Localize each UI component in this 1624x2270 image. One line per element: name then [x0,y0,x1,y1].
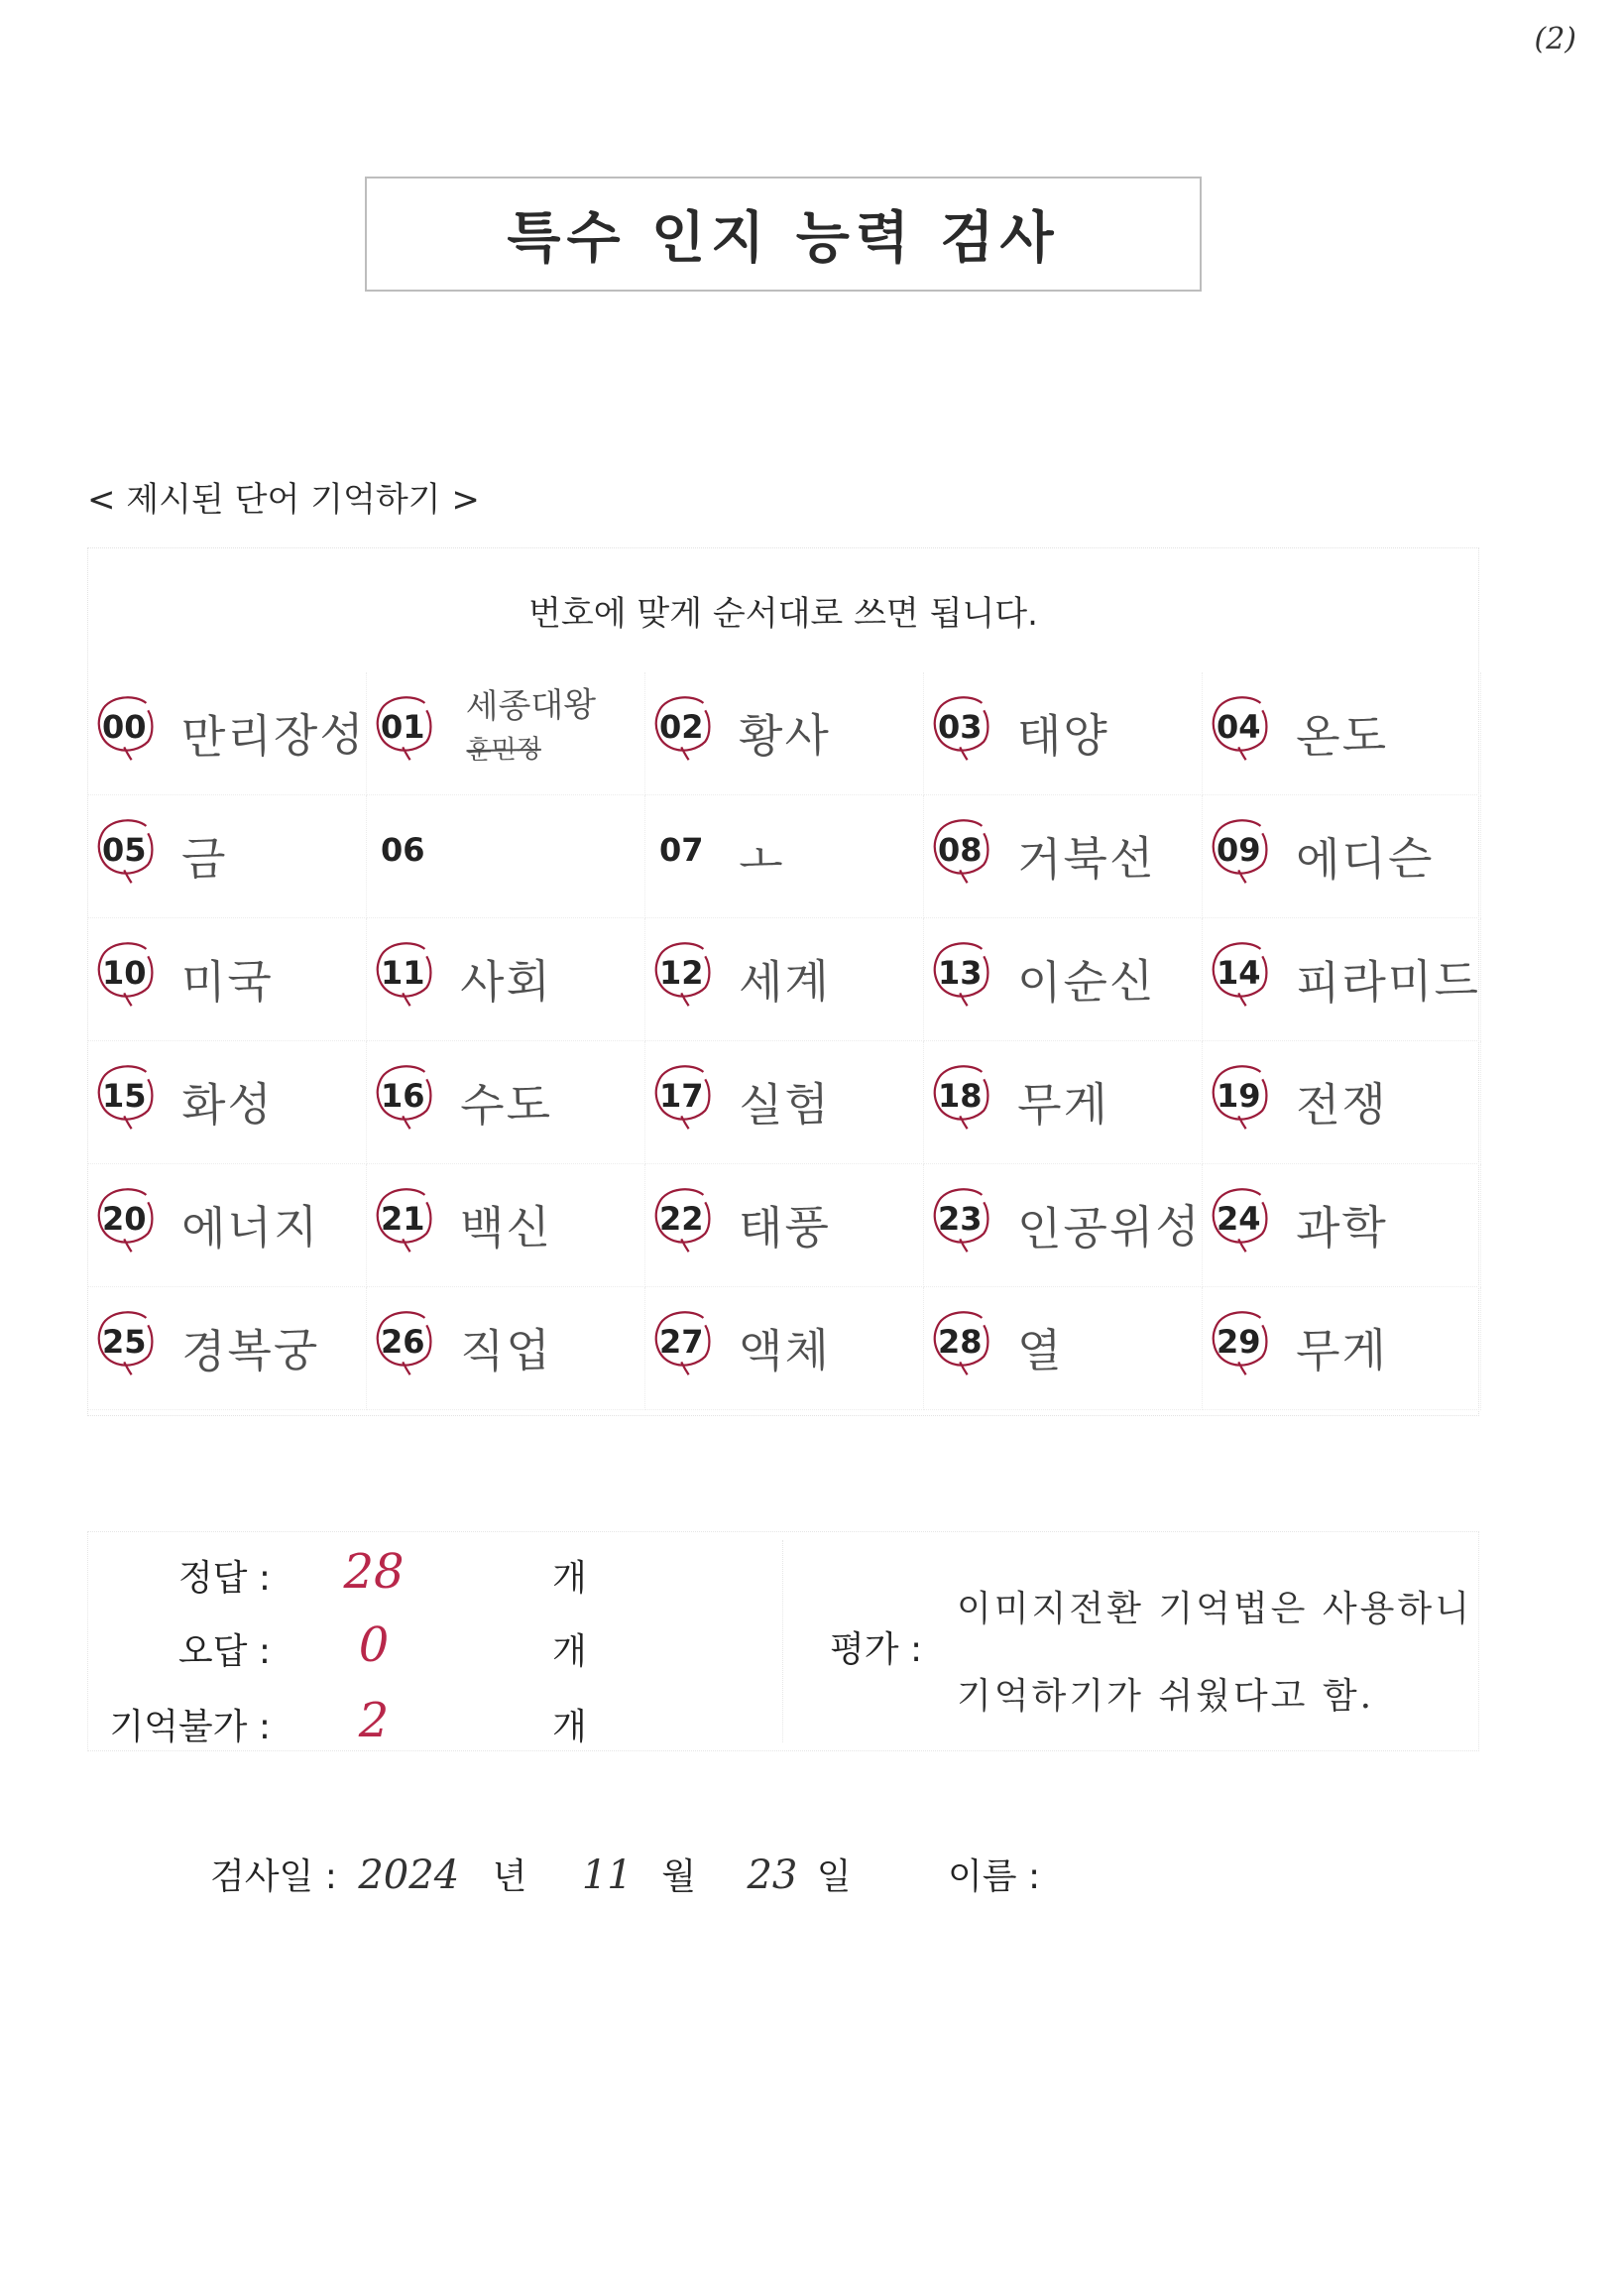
word-cell [645,795,924,918]
word-cell [88,1287,367,1410]
word-answer: 경복궁 [180,1322,320,1379]
score-panel [87,1531,1479,1751]
word-answer: 직업 [459,1323,553,1378]
word-answer-line-1: 세종대왕 [465,684,597,728]
words-panel [87,547,1479,1416]
word-number: 11 [381,954,425,992]
date-month: 11 [581,1852,633,1898]
page-title: 특수 인지 능력 검사 [507,206,1060,271]
word-answer: 무게 [1295,1323,1389,1378]
word-cell [1203,795,1481,918]
title-box [365,177,1202,292]
instruction-text: 번호에 맞게 순서대로 쓰면 됩니다. [528,594,1038,634]
word-answer: 에너지 [180,1199,320,1256]
word-answer: 이순신 [1016,953,1156,1011]
word-cell [645,918,924,1041]
word-cell [924,795,1203,918]
word-number: 06 [381,831,425,869]
word-cell [1203,1164,1481,1287]
word-number: 01 [381,708,425,746]
word-number: 05 [102,831,147,869]
forgot-value: 2 [358,1693,390,1748]
word-cell [645,1287,924,1410]
word-cell [924,918,1203,1041]
word-number: 03 [938,708,983,746]
correct-label: 정답 : [177,1558,271,1599]
evaluation-line-1: 이미지전환 기억법은 사용하니 [957,1589,1472,1629]
word-cell [924,1287,1203,1410]
date-label: 검사일 : [210,1856,337,1897]
date-day: 23 [747,1852,798,1898]
word-answer: ㅗ [738,831,785,887]
page-number: (2) [1534,22,1576,57]
word-cell [88,672,367,795]
word-number: 14 [1217,954,1261,992]
word-answer: 만리장성 [180,707,367,765]
name-label: 이름 : [948,1856,1041,1897]
date-year: 2024 [358,1852,460,1898]
evaluation-line-2: 기억하기가 쉬웠다고 함. [957,1676,1375,1717]
word-number: 24 [1217,1200,1261,1238]
word-cell [645,1164,924,1287]
word-answer: 금 [180,831,228,887]
word-number: 15 [102,1077,147,1115]
word-number: 29 [1217,1323,1261,1361]
word-answer: 실험 [738,1077,832,1133]
word-number: 22 [659,1200,704,1238]
word-number: 21 [381,1200,425,1238]
word-number: 00 [102,708,147,746]
word-cell [88,795,367,918]
word-number: 26 [381,1323,425,1361]
word-number: 19 [1217,1077,1261,1115]
word-number: 27 [659,1323,704,1361]
word-cell [924,1164,1203,1287]
wrong-label: 오답 : [177,1631,271,1672]
word-answer: 황사 [738,708,832,764]
score-row-forgot [88,1693,683,1758]
wrong-unit: 개 [552,1631,587,1672]
word-number: 13 [938,954,983,992]
word-cell [924,672,1203,795]
section-heading: < 제시된 단어 기억하기 > [87,480,480,520]
word-answer: 열 [1016,1323,1064,1378]
word-cell [1203,918,1481,1041]
word-cell [367,795,645,918]
word-number: 20 [102,1200,147,1238]
word-cell [88,918,367,1041]
word-cell [88,1164,367,1287]
date-day-unit: 일 [816,1856,852,1897]
word-answer: 사회 [459,954,553,1010]
word-answer: 액체 [738,1323,832,1378]
word-answer: 거북선 [1016,830,1156,888]
correct-unit: 개 [552,1558,587,1599]
word-number: 02 [659,708,704,746]
word-number: 16 [381,1077,425,1115]
word-cell [367,918,645,1041]
word-answer: 백신 [459,1200,553,1255]
forgot-unit: 개 [552,1707,587,1747]
forgot-label: 기억불가 : [109,1707,271,1747]
test-date [210,1849,852,1899]
word-answer: 태풍 [738,1200,832,1255]
word-answer: 온도 [1295,708,1389,764]
word-answer: 수도 [459,1077,553,1133]
word-number: 28 [938,1323,983,1361]
word-cell [645,1041,924,1164]
word-answer: 화성 [180,1077,275,1133]
evaluation-label: 평가 : [830,1629,923,1670]
word-number: 08 [938,831,983,869]
wrong-value: 0 [358,1617,390,1673]
word-number: 09 [1217,831,1261,869]
word-number: 18 [938,1077,983,1115]
word-answer: 과학 [1295,1200,1389,1255]
word-cell [1203,672,1481,795]
name-field [948,1849,1040,1899]
word-cell [367,1164,645,1287]
word-answer: 미국 [180,954,275,1010]
evaluation-text [957,1566,1472,1740]
word-number: 07 [659,831,704,869]
correct-value: 28 [343,1544,405,1600]
word-answer-line-2: 훈민정 [466,734,542,767]
word-cell [645,672,924,795]
word-number: 12 [659,954,704,992]
word-number: 10 [102,954,147,992]
word-answer: 피라미드 [1295,953,1481,1011]
word-cell [924,1041,1203,1164]
score-row-correct [88,1544,683,1610]
word-cell [367,1287,645,1410]
word-cell [367,672,645,795]
word-answer: 전쟁 [1295,1077,1389,1133]
word-cell [1203,1287,1481,1410]
date-year-unit: 년 [492,1856,527,1897]
score-divider [782,1540,783,1742]
word-cell [88,1041,367,1164]
word-answer: 세계 [738,954,832,1010]
word-number: 04 [1217,708,1261,746]
word-answer: 인공위성 [1016,1199,1203,1256]
score-row-wrong [88,1617,683,1683]
word-number: 25 [102,1323,147,1361]
date-month-unit: 월 [661,1856,696,1897]
word-number: 23 [938,1200,983,1238]
word-cell [367,1041,645,1164]
word-answer: 에디슨 [1295,830,1435,888]
word-number: 17 [659,1077,704,1115]
word-answer [465,677,597,767]
word-answer: 태양 [1016,708,1110,764]
word-answer: 무게 [1016,1077,1110,1133]
word-cell [1203,1041,1481,1164]
word-grid [88,672,1480,1410]
